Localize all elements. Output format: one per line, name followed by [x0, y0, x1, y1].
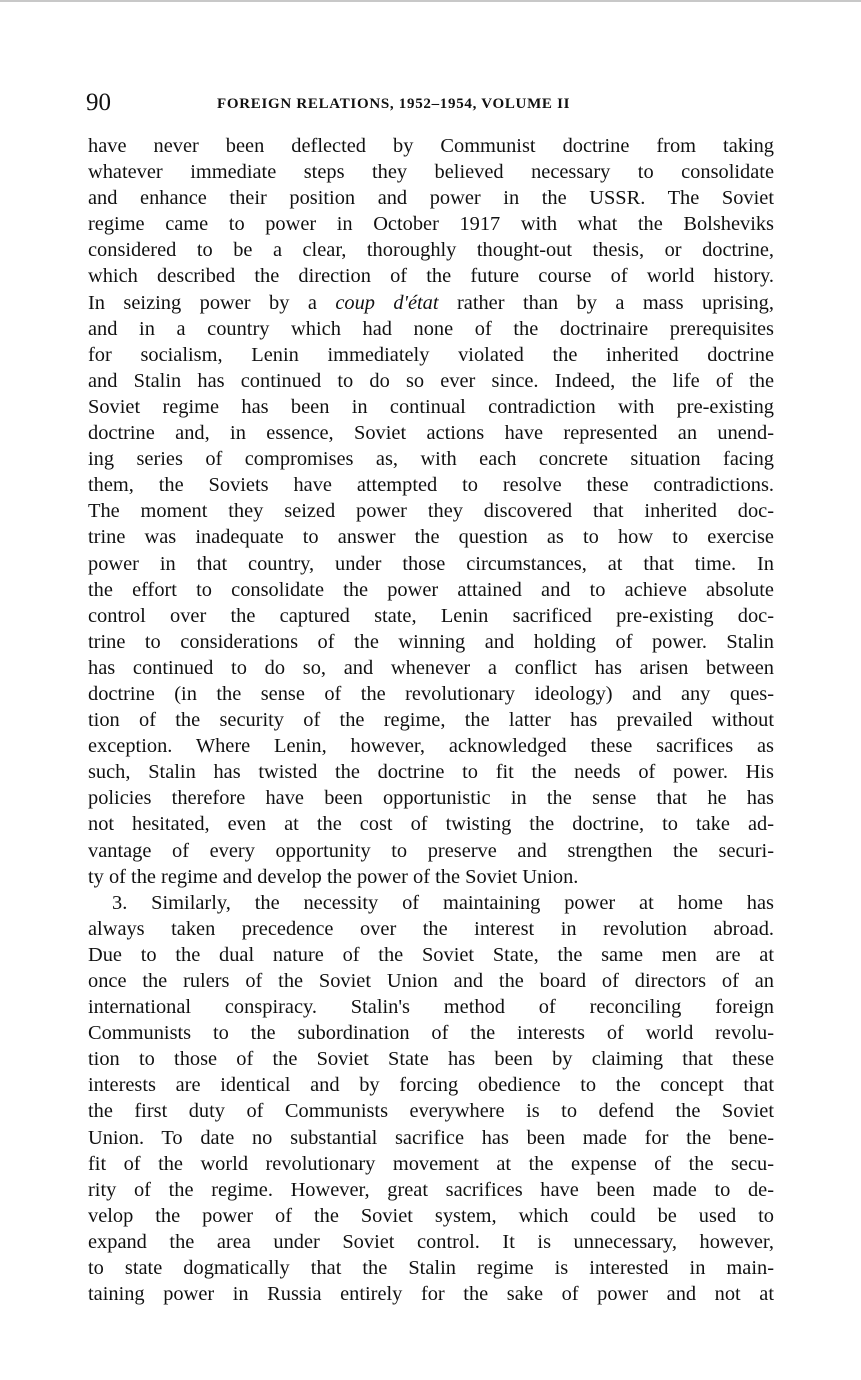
- text-line: vantage of every opportunity to preserve and strengthen the securi-: [88, 839, 774, 862]
- text-line: policies therefore have been opportunistic in the sense that he has: [88, 787, 774, 810]
- text-line: international conspiracy. Stalin's method of reconciling foreign: [88, 996, 774, 1019]
- paragraph-last-line: ty of the regime and develop the power of the Soviet Union.: [88, 865, 579, 888]
- page-header: [86, 88, 776, 122]
- text-line: considered to be a clear, thoroughly thought-out thesis, or doctrine,: [88, 239, 774, 262]
- text-line: have never been deflected by Communist doctrine from taking: [88, 135, 774, 157]
- text-line: trine to considerations of the winning and holding of power. Stalin: [88, 630, 774, 653]
- text-line: The moment they seized power they discovered that inherited doc-: [88, 500, 774, 523]
- text-line: such, Stalin has twisted the doctrine to fit the needs of power. His: [88, 761, 774, 784]
- text-line: not hesitated, even at the cost of twisting the doctrine, to take ad-: [88, 813, 774, 836]
- paragraph-first-line: 3. Similarly, the necessity of maintaining power at home has: [112, 891, 774, 914]
- page-number: 90: [86, 89, 111, 116]
- text-segment: In seizing power by a: [88, 291, 336, 314]
- text-line: and in a country which had none of the doctrinaire prerequisites: [88, 317, 774, 340]
- text-line: has continued to do so, and whenever a conflict has arisen between: [88, 656, 774, 679]
- text-line: the effort to consolidate the power attained and to achieve absolute: [88, 578, 774, 601]
- text-line: and enhance their position and power in the USSR. The Soviet: [88, 187, 774, 210]
- text-line: tion to those of the Soviet State has been by claiming that these: [88, 1048, 774, 1071]
- text-segment: rather than by a mass uprising,: [438, 291, 774, 314]
- text-line: Union. To date no substantial sacrifice has been made for the bene-: [88, 1126, 774, 1149]
- text-line: once the rulers of the Soviet Union and the board of directors of an: [88, 970, 774, 992]
- text-line: for socialism, Lenin immediately violated the inherited doctrine: [88, 343, 774, 366]
- running-head: FOREIGN RELATIONS, 1952–1954, VOLUME II: [217, 96, 571, 112]
- text-line: tion of the security of the regime, the latter has prevailed without: [88, 709, 774, 732]
- text-line: rity of the regime. However, great sacrifices have been made to de-: [88, 1178, 774, 1201]
- text-line: expand the area under Soviet control. It is unnecessary, however,: [88, 1230, 774, 1253]
- text-line: fit of the world revolutionary movement at the expense of the secu-: [88, 1152, 774, 1175]
- text-line: Due to the dual nature of the Soviet State, the same men are at: [88, 943, 774, 966]
- text-line: them, the Soviets have attempted to resolve these contradictions.: [88, 474, 774, 497]
- body-text: [88, 133, 774, 1307]
- text-line: always taken precedence over the interest in revolution abroad.: [88, 917, 774, 940]
- text-line: and Stalin has continued to do so ever since. Indeed, the life of the: [88, 369, 774, 392]
- text-line: taining power in Russia entirely for the sake of power and not at: [88, 1283, 774, 1306]
- text-line: interests are identical and by forcing obedience to the concept that: [88, 1074, 774, 1097]
- text-line: Communists to the subordination of the interests of world revolu-: [88, 1022, 774, 1045]
- text-line: power in that country, under those circumstances, at that time. In: [88, 552, 774, 575]
- top-rule: [0, 0, 861, 2]
- text-line: trine was inadequate to answer the question as to how to exercise: [88, 526, 774, 549]
- text-line: which described the direction of the future course of world history.: [88, 265, 774, 288]
- italic-phrase: coup d'état: [335, 291, 439, 314]
- text-line: doctrine and, in essence, Soviet actions have represented an unend-: [88, 422, 774, 445]
- text-line-with-italic: [88, 290, 774, 316]
- text-line: doctrine (in the sense of the revolutionary ideology) and any ques-: [88, 682, 774, 705]
- text-line: the first duty of Communists everywhere is to defend the Soviet: [88, 1100, 774, 1123]
- text-line: to state dogmatically that the Stalin regime is interested in main-: [88, 1257, 774, 1280]
- text-line: whatever immediate steps they believed necessary to consolidate: [88, 161, 774, 184]
- text-line: ing series of compromises as, with each concrete situation facing: [88, 448, 774, 471]
- text-line: Soviet regime has been in continual contradiction with pre-existing: [88, 395, 774, 418]
- text-line: exception. Where Lenin, however, acknowledged these sacrifices as: [88, 735, 774, 758]
- text-line: velop the power of the Soviet system, which could be used to: [88, 1204, 774, 1227]
- text-line: control over the captured state, Lenin sacrificed pre-existing doc-: [88, 604, 774, 627]
- text-line: regime came to power in October 1917 with what the Bolsheviks: [88, 213, 774, 236]
